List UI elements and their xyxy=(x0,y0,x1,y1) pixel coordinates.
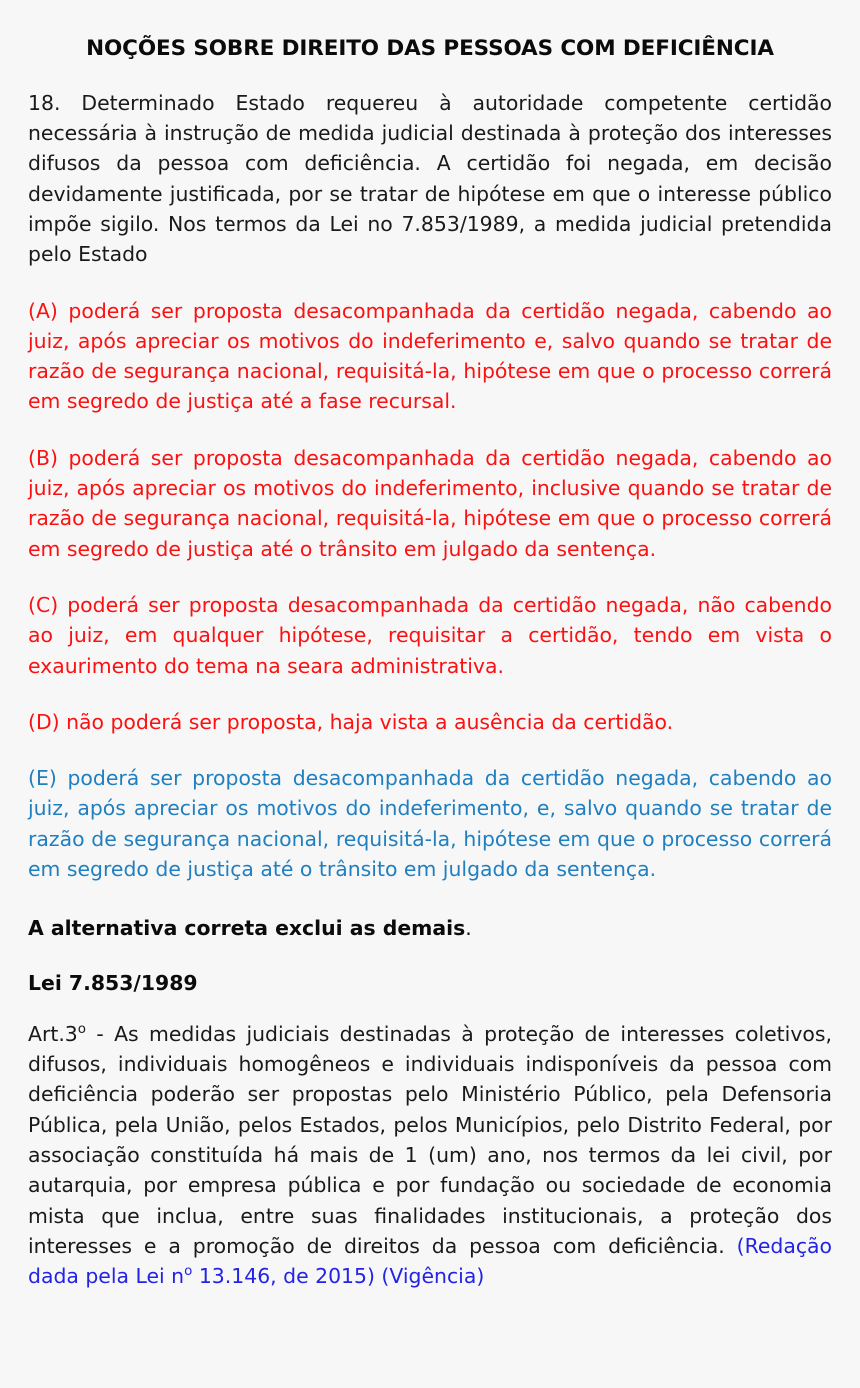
page-title: NOÇÕES SOBRE DIREITO DAS PESSOAS COM DEFICIÊNCIA xyxy=(86,36,774,61)
option-a[interactable]: (A) poderá ser proposta desacompanhada da certidão negada, cabendo ao juiz, após apreciar os motivos do indeferimento e, salvo quando se tratar de razão de segurança nacional, requisitá-la, hipótese em que o processo correrá em segredo de justiça até a fase recursal. xyxy=(28,298,832,414)
answer-note-bold: A alternativa correta exclui as demais xyxy=(28,916,466,941)
article-label: Art.3 xyxy=(28,1021,78,1046)
answer-note xyxy=(28,914,832,944)
option-e[interactable]: (E) poderá ser proposta desacompanhada da certidão negada, cabendo ao juiz, após apreciar os motivos do indeferimento, e, salvo quando se tratar de razão de segurança nacional, requisitá-la, hipótese em que o processo correrá em segredo de justiça até o trânsito em julgado da sentença. xyxy=(28,766,832,882)
question-stem: 18. Determinado Estado requereu à autoridade competente certidão necessária à instrução de medida judicial destinada à proteção dos interesses difusos da pessoa com deficiência. A certidão foi negada, em decisão devidamente justificada, por se tratar de hipótese em que o interesse público impõe sigilo. Nos termos da Lei no 7.853/1989, a medida judicial pretendida pelo Estado xyxy=(28,90,832,267)
law-reference-ordinal-indicator: o xyxy=(184,1264,193,1280)
bottom-spacer xyxy=(28,1332,832,1388)
option-b[interactable]: (B) poderá ser proposta desacompanhada da certidão negada, cabendo ao juiz, após apreciar os motivos do indeferimento, inclusive quando se tratar de razão de segurança nacional, requisitá-la, hipótese em que o processo correrá em segredo de justiça até o trânsito em julgado da sentença. xyxy=(28,445,832,561)
article-body: - As medidas judiciais destinadas à proteção de interesses coletivos, difusos, individuais homogêneos e individuais indisponíveis da pessoa com deficiência poderão ser propostas pelo Ministério Público, pela Defensoria Pública, pela União, pelos Estados, pelos Municípios, pelo Distrito Federal, por associação constituída há mais de 1 (um) ano, nos termos da lei civil, por autarquia, por empresa pública e por fundação ou sociedade de economia mista que inclua, entre suas finalidades institucionais, a proteção dos interesses e a promoção de direitos da pessoa com deficiência. xyxy=(28,1021,832,1258)
article-ordinal-indicator: o xyxy=(77,1022,87,1038)
law-reference-suffix: 13.146, de 2015) (Vigência) xyxy=(192,1264,485,1289)
option-d[interactable]: (D) não poderá ser proposta, haja vista a ausência da certidão. xyxy=(28,709,674,734)
law-heading: Lei 7.853/1989 xyxy=(28,970,198,995)
law-reference-prefix: (Redação dada pela Lei n xyxy=(28,1233,832,1289)
law-article-text xyxy=(28,1019,832,1332)
option-c[interactable]: (C) poderá ser proposta desacompanhada da certidão negada, não cabendo ao juiz, em qualquer hipótese, requisitar a certidão, tendo em vista o exaurimento do tema na seara administrativa. xyxy=(28,592,832,678)
answer-note-period: . xyxy=(465,916,472,941)
